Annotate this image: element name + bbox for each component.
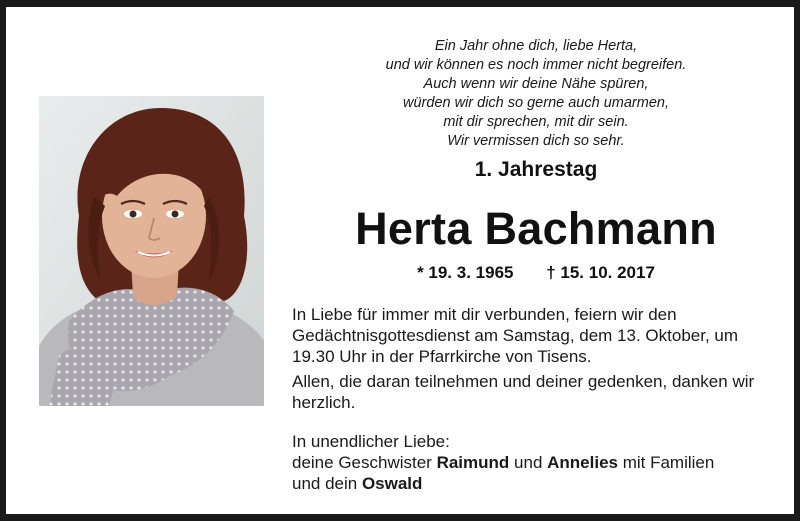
anniversary-heading: 1. Jahrestag: [474, 158, 598, 181]
poem-line: mit dir sprechen, mit dir sein.: [443, 114, 629, 130]
sibling-name-annelies: Annelies: [547, 453, 618, 472]
sibling-name-raimund: Raimund: [436, 453, 510, 472]
birth-date: * 19. 3. 1965: [417, 263, 514, 282]
service-announcement: In Liebe für immer mit dir verbunden, feiern wir den Gedächtnisgottesdienst am Samstag, dem 13. Oktober, um 19.30 Uhr in der Pfarrkirche von Tisens.: [292, 305, 739, 366]
closing-text: deine Geschwister: [292, 453, 437, 472]
deceased-name: Herta Bachmann: [355, 203, 717, 254]
portrait-photo: [39, 96, 264, 406]
closing-text: und dein: [292, 474, 362, 493]
life-dates: [306, 263, 766, 283]
closing-text: und: [509, 453, 548, 472]
poem-line: Auch wenn wir deine Nähe spüren,: [423, 76, 649, 92]
poem-line: und wir können es noch immer nicht begreifen.: [385, 57, 687, 73]
poem-line: Wir vermissen dich so sehr.: [447, 133, 625, 149]
closing-line-siblings: [292, 452, 780, 473]
portrait-illustration: [39, 96, 264, 406]
thank-you-note: Allen, die daran teilnehmen und deiner gedenken, danken wir herzlich.: [292, 372, 755, 412]
closing-line: In unendlicher Liebe:: [292, 432, 450, 451]
closing-text: mit Familien: [617, 453, 715, 472]
poem-line: Ein Jahr ohne dich, liebe Herta,: [434, 38, 638, 54]
poem-line: würden wir dich so gerne auch umarmen,: [403, 95, 669, 111]
partner-name-oswald: Oswald: [361, 474, 423, 493]
closing-line-partner: [292, 473, 780, 494]
memorial-poem: [336, 37, 736, 151]
closing-signature: [292, 431, 780, 494]
death-date: † 15. 10. 2017: [546, 263, 655, 282]
